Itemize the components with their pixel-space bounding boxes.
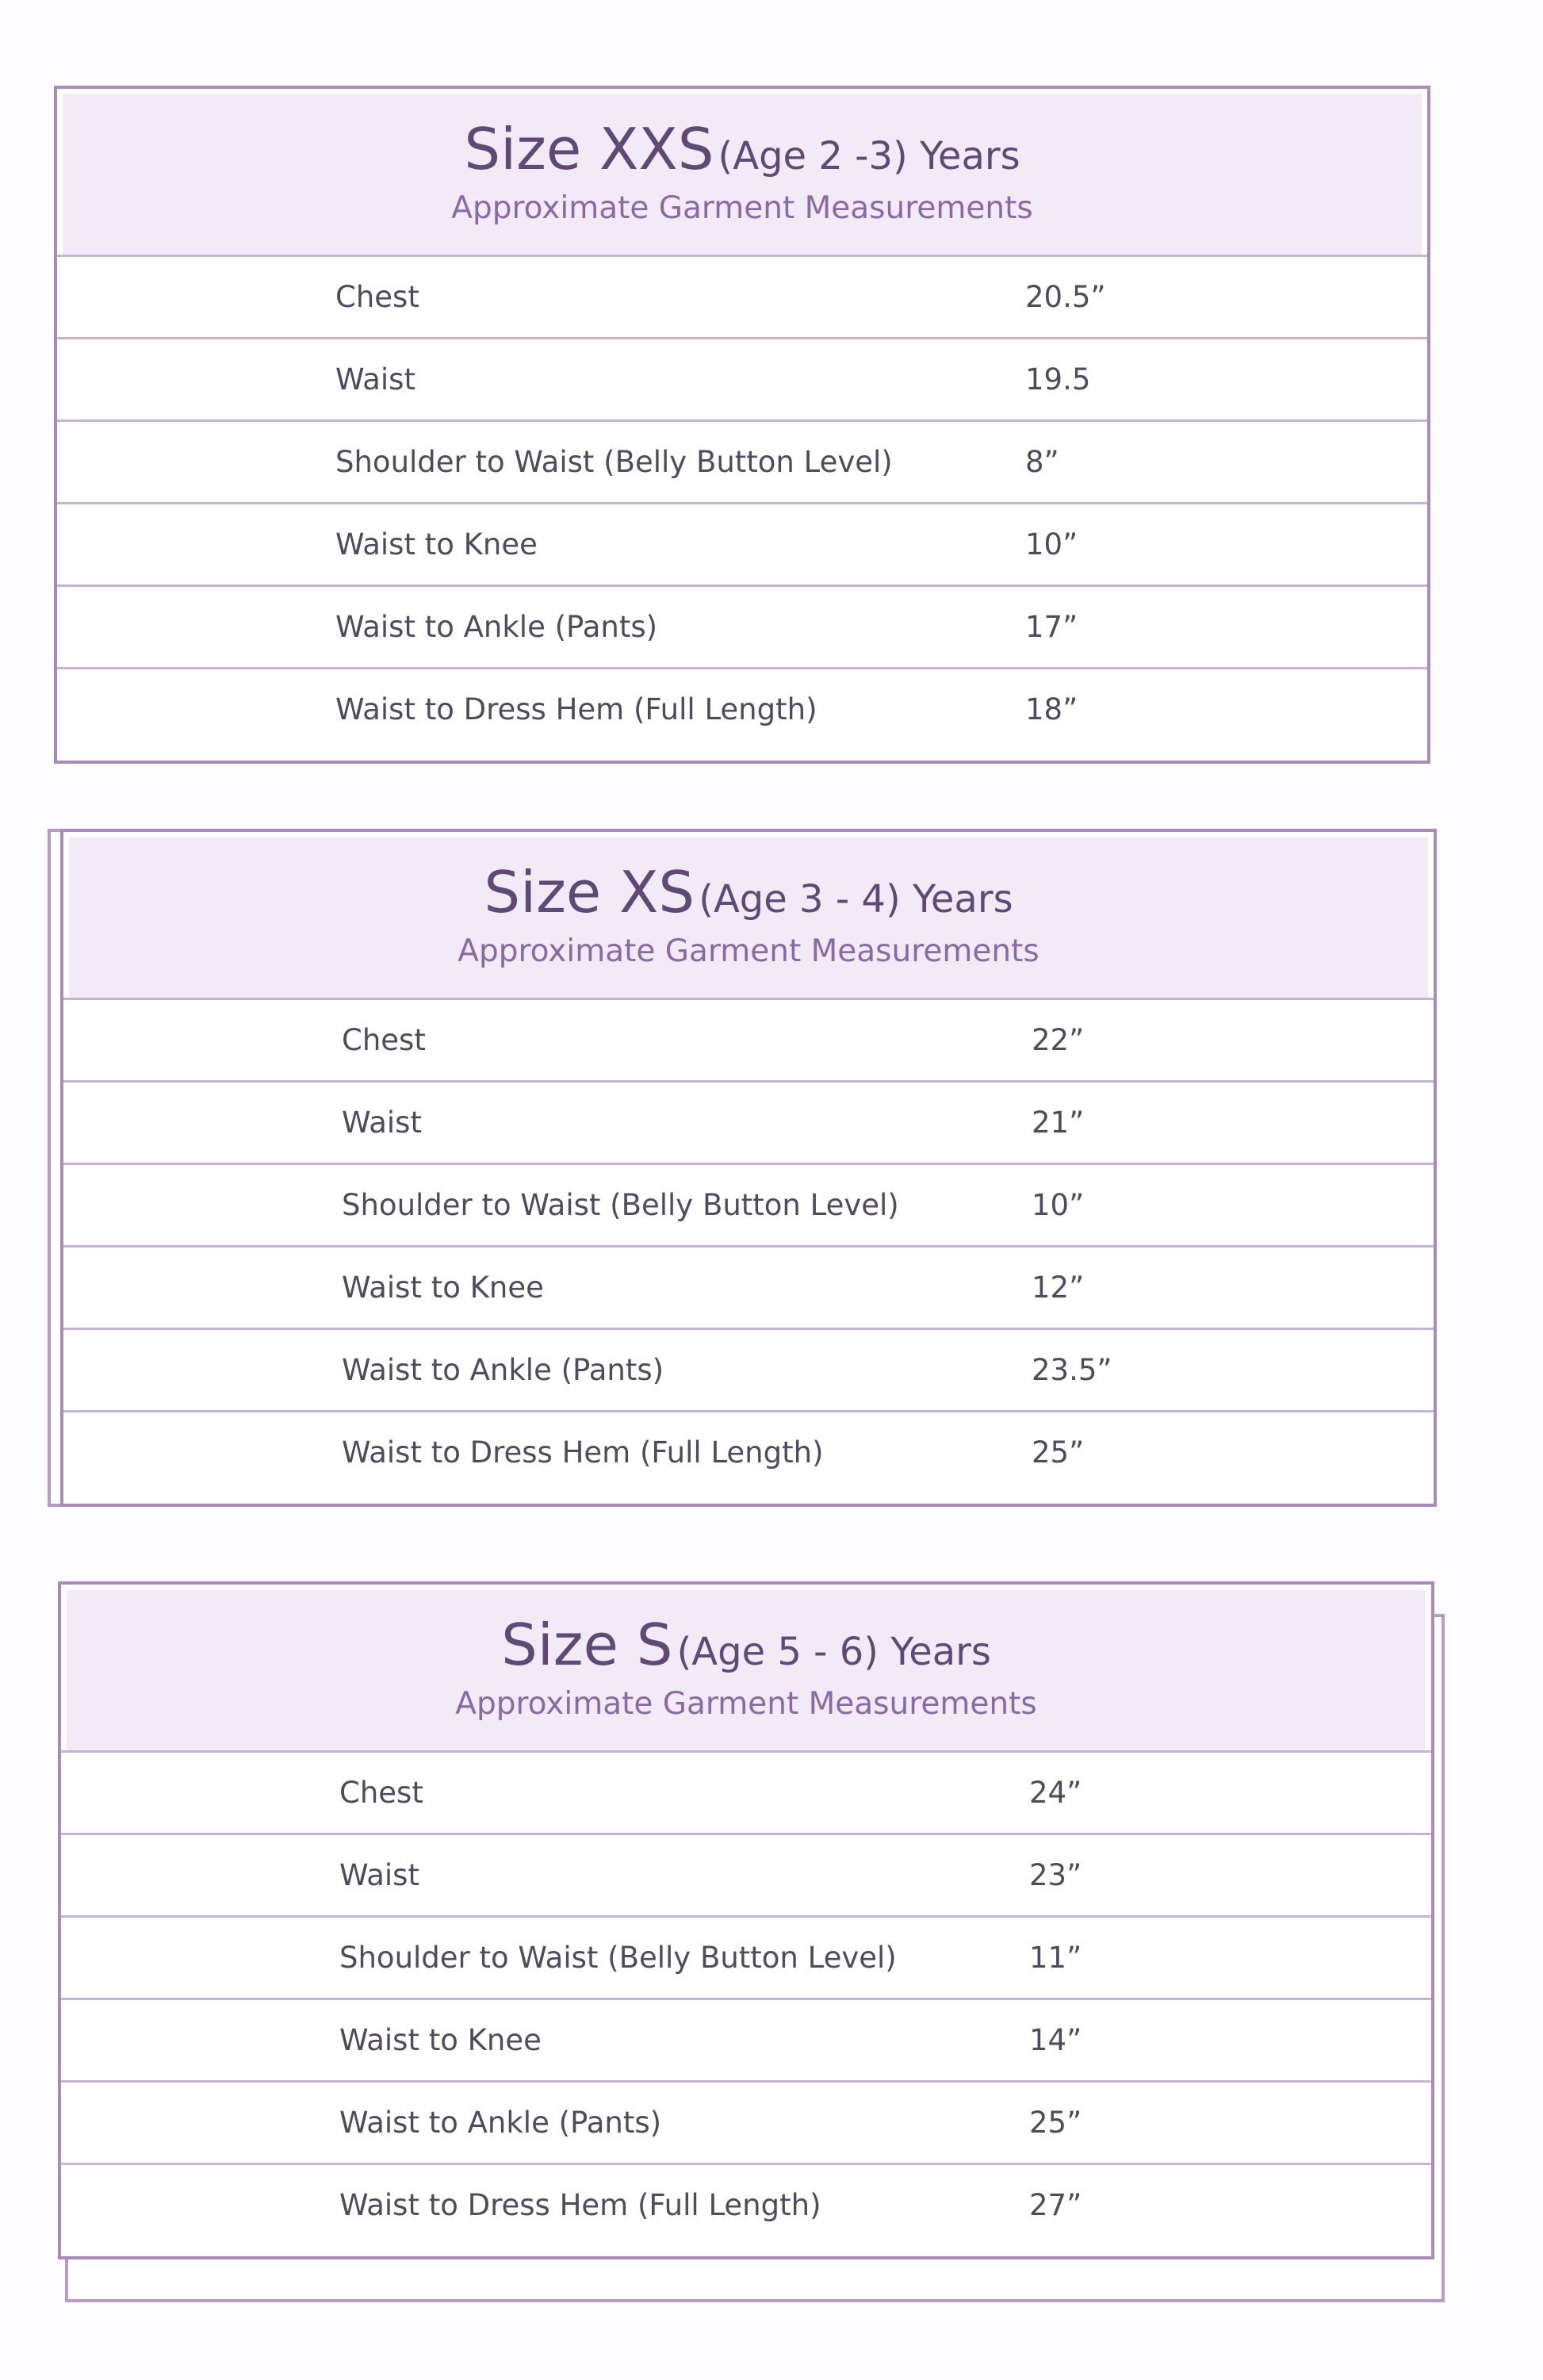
size-table-xs <box>60 829 1437 1507</box>
measurement-value: 10” <box>1032 1188 1085 1222</box>
table-header <box>69 837 1428 998</box>
table-row <box>57 587 1427 669</box>
table-title <box>63 118 1422 181</box>
measurement-rows <box>57 255 1427 752</box>
table-row <box>63 1247 1434 1330</box>
measurement-label: Chest <box>339 1776 423 1810</box>
measurement-value: 27” <box>1029 2188 1082 2222</box>
measurement-label: Shoulder to Waist (Belly Button Level) <box>342 1188 899 1222</box>
table-row <box>57 257 1427 339</box>
age-range: (Age 3 - 4) Years <box>699 877 1013 922</box>
measurement-value: 11” <box>1029 1941 1082 1975</box>
table-row <box>61 1835 1431 1918</box>
table-row <box>63 1165 1434 1247</box>
table-row <box>63 1330 1434 1412</box>
age-range: (Age 2 -3) Years <box>718 134 1020 178</box>
table-title <box>67 1614 1426 1677</box>
measurement-label: Waist to Ankle (Pants) <box>339 2106 662 2140</box>
measurement-label: Chest <box>342 1023 426 1057</box>
measurement-value: 22” <box>1032 1023 1085 1057</box>
measurement-value: 19.5 <box>1025 362 1091 397</box>
measurement-label: Waist to Ankle (Pants) <box>342 1353 664 1387</box>
measurement-value: 8” <box>1025 445 1059 479</box>
size-name: Size S <box>501 1612 673 1678</box>
measurement-label: Waist to Dress Hem (Full Length) <box>339 2188 821 2222</box>
table-row <box>57 504 1427 587</box>
age-range: (Age 5 - 6) Years <box>676 1630 991 1674</box>
table-row <box>61 1918 1431 2000</box>
size-name: Size XXS <box>464 116 714 182</box>
measurement-label: Chest <box>335 280 419 314</box>
measurement-value: 25” <box>1029 2106 1082 2140</box>
measurement-value: 23.5” <box>1032 1353 1112 1387</box>
measurement-label: Waist <box>339 1858 419 1892</box>
measurement-value: 21” <box>1032 1106 1085 1140</box>
table-row <box>63 1000 1434 1083</box>
size-table-s <box>58 1581 1434 2259</box>
table-row <box>57 422 1427 504</box>
measurement-label: Waist to Dress Hem (Full Length) <box>342 1435 824 1470</box>
measurement-value: 20.5” <box>1025 280 1106 314</box>
measurement-rows <box>63 998 1434 1495</box>
measurement-label: Waist to Knee <box>339 2023 542 2057</box>
measurement-value: 17” <box>1025 610 1078 644</box>
measurement-value: 18” <box>1025 692 1078 726</box>
measurement-label: Waist to Knee <box>335 527 538 561</box>
measurement-value: 24” <box>1029 1776 1082 1810</box>
table-row <box>61 2165 1431 2248</box>
table-row <box>63 1083 1434 1165</box>
table-row <box>57 669 1427 752</box>
table-header <box>67 1590 1426 1750</box>
table-title <box>69 861 1428 924</box>
table-subtitle: Approximate Garment Measurements <box>451 190 1033 227</box>
table-subtitle: Approximate Garment Measurements <box>455 1686 1037 1723</box>
measurement-label: Shoulder to Waist (Belly Button Level) <box>339 1941 897 1975</box>
table-row <box>61 2000 1431 2083</box>
measurement-value: 23” <box>1029 1858 1082 1892</box>
table-subtitle: Approximate Garment Measurements <box>458 933 1040 970</box>
measurement-label: Waist <box>342 1106 422 1140</box>
size-table-xxs <box>54 86 1430 764</box>
size-name: Size XS <box>484 859 695 926</box>
measurement-rows <box>61 1750 1431 2248</box>
table-header <box>63 94 1422 255</box>
table-row <box>61 1753 1431 1835</box>
measurement-value: 25” <box>1032 1435 1085 1470</box>
measurement-label: Shoulder to Waist (Belly Button Level) <box>335 445 893 479</box>
measurement-label: Waist <box>335 362 415 397</box>
measurement-value: 14” <box>1029 2023 1082 2057</box>
measurement-label: Waist to Knee <box>342 1270 544 1305</box>
measurement-label: Waist to Dress Hem (Full Length) <box>335 692 817 726</box>
measurement-value: 10” <box>1025 527 1078 561</box>
table-row <box>57 339 1427 422</box>
table-row <box>61 2083 1431 2165</box>
measurement-label: Waist to Ankle (Pants) <box>335 610 658 644</box>
measurement-value: 12” <box>1032 1270 1085 1305</box>
table-row <box>63 1412 1434 1495</box>
